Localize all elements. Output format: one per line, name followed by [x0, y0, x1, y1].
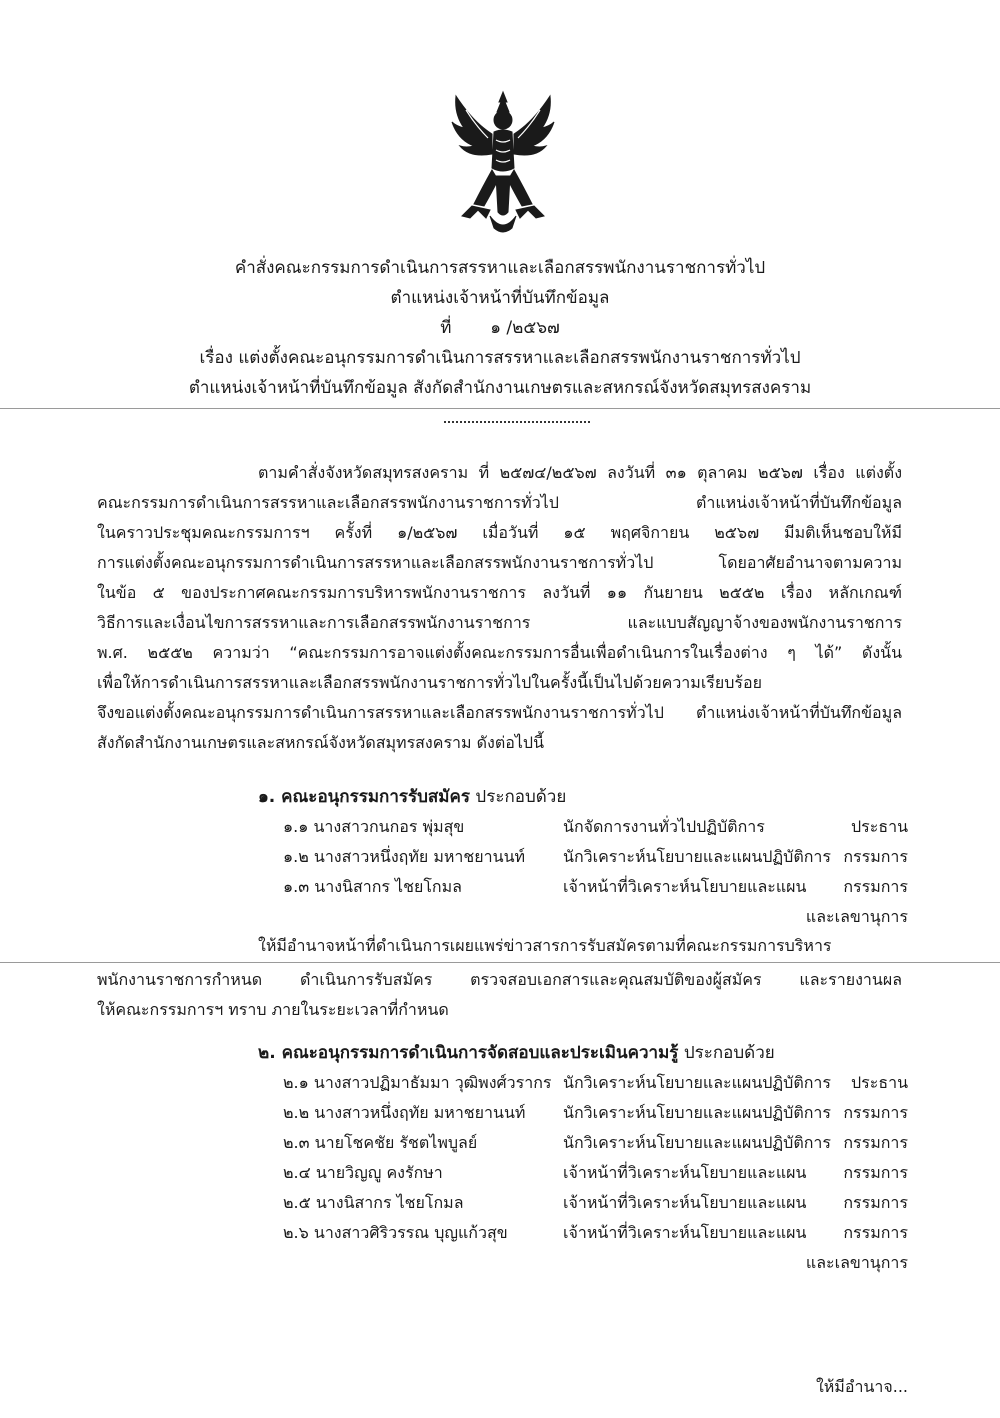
member-name: ๒.๕ นางนิสากร ไชยโกมล	[283, 1193, 464, 1212]
scan-line	[0, 962, 1000, 963]
member-position: นักวิเคราะห์นโยบายและแผนปฏิบัติการ	[563, 1073, 831, 1092]
member-position: นักจัดการงานทั่วไปปฏิบัติการ	[563, 817, 765, 836]
duty-line: ให้มีอำนาจหน้าที่ดำเนินการเผยแพร่ข่าวสารการรับสมัครตามที่คณะกรรมการบริหาร	[258, 936, 832, 955]
member-position: เจ้าหน้าที่วิเคราะห์นโยบายและแผน	[563, 1163, 807, 1182]
garuda-emblem-icon	[448, 88, 558, 238]
member-role: กรรมการ	[843, 1193, 908, 1212]
intro-line: พ.ศ. ๒๕๕๒ ความว่า “คณะกรรมการอาจแต่งตั้งคณะกรรมการอื่นเพื่อดำเนินการในเรื่องต่าง ๆ ได้” ดังนั้น	[97, 643, 902, 662]
member-role: กรรมการ	[843, 877, 908, 896]
intro-line: จึงขอแต่งตั้งคณะอนุกรรมการดำเนินการสรรหาและเลือกสรรพนักงานราชการทั่วไป ตำแหน่งเจ้าหน้าที่บันทึกข้อมูล	[97, 703, 902, 722]
section-title: ๒. คณะอนุกรรมการดำเนินการจัดสอบและประเมินความรู้	[258, 1043, 679, 1063]
intro-line: คณะกรรมการดำเนินการสรรหาและเลือกสรรพนักงานราชการทั่วไป ตำแหน่งเจ้าหน้าที่บันทึกข้อมูล	[97, 493, 902, 512]
member-role: ประธาน	[850, 817, 908, 836]
member-position: นักวิเคราะห์นโยบายและแผนปฏิบัติการ	[563, 1103, 831, 1122]
member-position: นักวิเคราะห์นโยบายและแผนปฏิบัติการ	[563, 847, 831, 866]
duty-line: พนักงานราชการกำหนด ดำเนินการรับสมัคร ตรวจสอบเอกสารและคุณสมบัติของผู้สมัคร และรายงานผล	[97, 970, 902, 989]
member-name: ๒.๖ นางสาวศิริวรรณ บุญแก้วสุข	[283, 1223, 508, 1242]
order-number-label: ที่	[440, 318, 452, 338]
member-position: เจ้าหน้าที่วิเคราะห์นโยบายและแผน	[563, 1223, 807, 1242]
section-heading	[258, 784, 566, 810]
section-suffix: ประกอบด้วย	[475, 787, 567, 807]
continued-text: ให้มีอำนาจ...	[815, 1377, 908, 1396]
member-name: ๒.๑ นางสาวปฏิมาธัมมา วุฒิพงศ์วรากร	[283, 1073, 552, 1092]
duty-line: ให้คณะกรรมการฯ ทราบ ภายในระยะเวลาที่กำหนด	[97, 1000, 449, 1019]
section-heading	[258, 1040, 775, 1066]
order-title: คำสั่งคณะกรรมการดำเนินการสรรหาและเลือกสรรพนักงานราชการทั่วไป	[234, 258, 766, 278]
member-role: ประธาน	[850, 1073, 908, 1092]
dotted-separator	[444, 421, 590, 423]
member-name: ๒.๔ นายวิญญู คงรักษา	[283, 1163, 443, 1182]
order-number-value: ๑ /๒๕๖๗	[490, 318, 560, 338]
section-suffix: ประกอบด้วย	[683, 1043, 775, 1063]
subject-text: แต่งตั้งคณะอนุกรรมการดำเนินการสรรหาและเลือกสรรพนักงานราชการทั่วไป	[238, 348, 801, 368]
member-role: กรรมการ	[843, 1163, 908, 1182]
order-position-title: ตำแหน่งเจ้าหน้าที่บันทึกข้อมูล	[390, 288, 610, 308]
member-position: เจ้าหน้าที่วิเคราะห์นโยบายและแผน	[563, 877, 807, 896]
member-name: ๑.๒ นางสาวหนึ่งฤทัย มหาชยานนท์	[283, 847, 526, 866]
section-title: ๑. คณะอนุกรรมการรับสมัคร	[258, 787, 471, 807]
intro-line: ในข้อ ๕ ของประกาศคณะกรรมการบริหารพนักงานราชการ ลงวันที่ ๑๑ กันยายน ๒๕๕๒ เรื่อง หลักเกณฑ์	[97, 583, 902, 602]
member-name: ๑.๑ นางสาวกนกอร พุ่มสุข	[283, 817, 465, 836]
intro-line: ตามคำสั่งจังหวัดสมุทรสงคราม ที่ ๒๕๗๔/๒๕๖๗ ลงวันที่ ๓๑ ตุลาคม ๒๕๖๗ เรื่อง แต่งตั้ง	[258, 463, 902, 482]
order-number	[0, 316, 1000, 340]
member-role-continued: และเลขานุการ	[805, 1253, 908, 1272]
member-role-continued: และเลขานุการ	[805, 907, 908, 926]
intro-line: ในคราวประชุมคณะกรรมการฯ ครั้งที่ ๑/๒๕๖๗ เมื่อวันที่ ๑๕ พฤศจิกายน ๒๕๖๗ มีมติเห็นชอบให้มี	[97, 523, 902, 542]
intro-line: การแต่งตั้งคณะอนุกรรมการดำเนินการสรรหาและเลือกสรรพนักงานราชการทั่วไป โดยอาศัยอำนาจตามความ	[97, 553, 902, 572]
member-name: ๑.๓ นางนิสากร ไชยโกมล	[283, 877, 462, 896]
member-role: กรรมการ	[843, 1133, 908, 1152]
member-name: ๒.๓ นายโชคชัย รัชตไพบูลย์	[283, 1133, 478, 1152]
member-position: เจ้าหน้าที่วิเคราะห์นโยบายและแผน	[563, 1193, 807, 1212]
member-role: กรรมการ	[843, 847, 908, 866]
order-subject-line2: ตำแหน่งเจ้าหน้าที่บันทึกข้อมูล สังกัดสำนักงานเกษตรและสหกรณ์จังหวัดสมุทรสงคราม	[188, 378, 812, 398]
member-position: นักวิเคราะห์นโยบายและแผนปฏิบัติการ	[563, 1133, 831, 1152]
member-role: กรรมการ	[843, 1103, 908, 1122]
intro-line: สังกัดสำนักงานเกษตรและสหกรณ์จังหวัดสมุทรสงคราม ดังต่อไปนี้	[97, 733, 544, 752]
intro-line: เพื่อให้การดำเนินการสรรหาและเลือกสรรพนักงานราชการทั่วไปในครั้งนี้เป็นไปด้วยความเรียบร้อย	[97, 673, 762, 692]
scan-line	[0, 408, 1000, 409]
order-subject	[0, 346, 1000, 370]
intro-line: วิธีการและเงื่อนไขการสรรหาและการเลือกสรรพนักงานราชการ และแบบสัญญาจ้างของพนักงานราชการ	[97, 613, 902, 632]
subject-label: เรื่อง	[199, 348, 233, 368]
member-role: กรรมการ	[843, 1223, 908, 1242]
member-name: ๒.๒ นางสาวหนึ่งฤทัย มหาชยานนท์	[283, 1103, 526, 1122]
